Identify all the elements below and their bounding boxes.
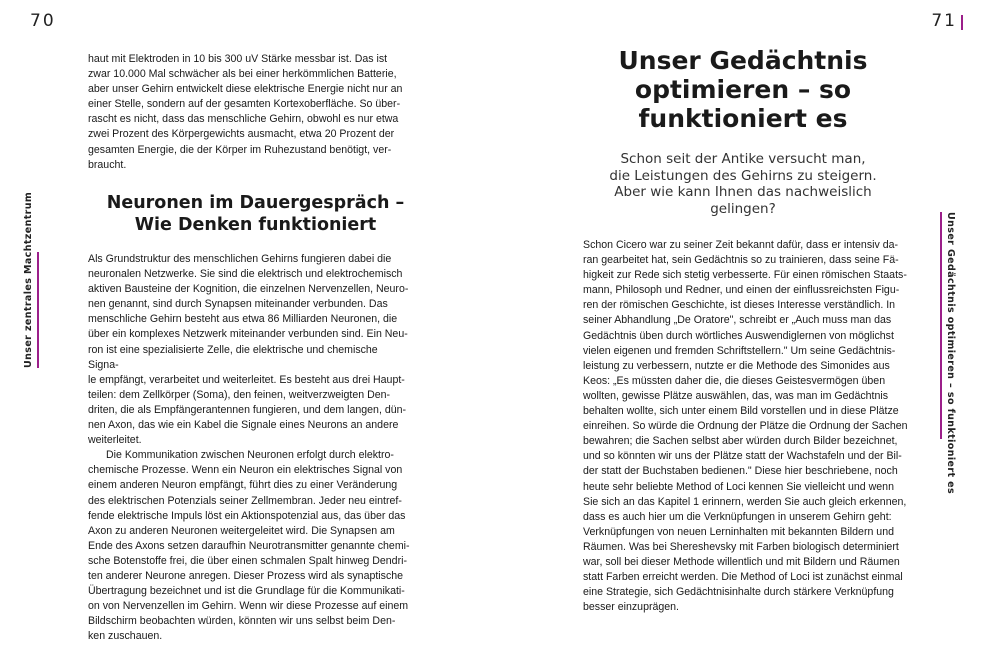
text-line: ron ist eine spezialisierte Zelle, die elektrische und chemische Signa- [88,343,378,371]
text-line: weiterleitet. [88,434,142,447]
text-line: Keos: „Es müssten daher die, die dieses Geistesvermögen üben [583,374,886,387]
text-line: on von Nervenzellen im Gehirn. Wenn wir diese Prozesse auf einem [88,600,409,613]
text-line: braucht. [88,158,127,171]
running-head-right: Unser Gedächtnis optimieren – so funktioniert es [940,212,958,439]
text-line: des elektrischen Potenzials seiner Zellmembran. Jeder neu eintref- [88,494,402,507]
text-line: die Leistungen des Gehirns zu steigern. [609,167,877,184]
text-line: aber unser Gehirn entwickelt diese elektrische Energie nicht nur an [88,83,403,96]
text-line: le empfängt, verarbeitet und weiterleitet. Es besteht aus drei Haupt- [88,373,405,386]
text-line: optimieren – so [634,75,852,104]
text-line: Bildschirm beobachten würden, könnten wir uns selbst beim Den- [88,615,396,628]
text-line: heute sehr beliebte Method of Loci kennen Sie vielleicht und wenn [583,480,894,493]
right-paragraph-1 [583,238,916,615]
text-line: einem anderen Neuron empfängt, führt dies zu einer Veränderung [88,479,398,492]
text-line: ten anderer Neurone anregen. Dieser Prozess wird als synaptische [88,569,404,582]
text-line: einreihen. So würde die Ordnung der Plätze die Ordnung der Sachen [583,420,908,433]
text-line: ken zuschauen. [88,630,163,643]
text-line: Wie Denken funktioniert [134,215,377,235]
text-line: ran gearbeitet hat, sein Gedächtnis so zu trainieren, dass seine Fä- [583,254,899,267]
text-line: zwei Prozent des Körpergewichts ausmacht, etwa 20 Prozent der [88,128,395,141]
text-line: sche Botenstoffe frei, die über einen schmalen Spalt hinweg Dendri- [88,554,407,567]
text-line: seiner Abhandlung „De Oratore", schreibt er „Auch muss man das [583,314,892,327]
text-line: eine Strategie, sich Gedächtnisinhalte durch stärkere Verknüpfung [583,586,894,599]
text-line: der statt der Buchstaben bedienen." Diese hier beschriebene, noch [583,465,898,478]
left-section-heading [88,192,423,236]
text-line: mann, Philosoph und Redner, und einen der einflussreichsten Figu- [583,284,900,297]
left-intro-paragraph [88,52,408,173]
text-line: funktioniert es [638,104,848,133]
text-line: einer Stelle, sondern auf der gesamten Kortexoberfläche. So über- [88,98,401,111]
text-line: und so könnten wir uns der Plätze statt der Wachstafeln und der Bil- [583,450,902,463]
text-line: über ein komplexes Netzwerk miteinander verbunden sind. Ein Neu- [88,328,408,341]
text-line: ren der römischen Geschichte, ist dieses Interesse verständlich. In [583,299,896,312]
text-line: Unser Gedächtnis [618,46,868,75]
text-line: statt Farben erreicht werden. Die Method of Loci ist zunächst einmal [583,571,903,584]
left-intro-text [88,52,408,173]
text-line: Schon seit der Antike versucht man, [620,151,866,167]
text-line: war, soll bei dieser Methode willentlich und mit Bildern und Räumen [583,555,900,568]
text-line: neuronalen Netzwerke. Sie sind die elektrisch und elektrochemisch [88,268,403,281]
text-line: driten, die als Empfängerantennen fungieren, und dem langen, dün- [88,403,407,416]
text-line: higkeit zur Rede sich stetig verbesserte. Für einen römischen Staats- [583,269,907,282]
text-line: behalten wollte, sich unter einem Bild vorstellen und in diese Plätze [583,405,899,418]
text-line: Übertragung bezeichnet und ist die Grundlage für die Kommunikati- [88,585,405,598]
text-line: dass es auch hier um die Verknüpfungen in unserem Gehirn geht: [583,510,892,523]
right-body-text [583,238,916,615]
text-line: Räumen. Was bei Shereshevsky mit Farben biologisch determiniert [583,540,899,553]
text-line: Als Grundstruktur des menschlichen Gehirns fungieren dabei die [88,253,392,265]
text-line: Schon Cicero war zu seiner Zeit bekannt dafür, dass er intensiv da- [583,239,899,251]
text-line: Sie sich an das Kapitel 1 erinnern, werden Sie auch gleich erkennen, [583,495,907,508]
page-number-left: 70 [30,11,56,31]
text-line: menschliche Gehirn besteht aus etwa 86 Milliarden Neuronen, die [88,313,398,326]
page-number-accent-bar [961,15,963,30]
page-number-right: 71 [931,11,957,31]
text-line: leistung zu verbessern, nutzte er die Methode des Simonides aus [583,359,890,372]
text-line: Ende des Axons setzen daraufhin Neurotransmitter genannte chemi- [88,539,410,552]
text-line: Aber wie kann Ihnen das nachweislich [614,184,872,200]
text-line: Verknüpfungen von neuen Lerninhalten mit bekannten Bildern und [583,525,894,538]
text-line: nen Axon, das wie ein Kabel die Signale eines Neurons an andere [88,419,399,432]
text-line: rascht es nicht, dass das menschliche Gehirn, obwohl es nur etwa [88,113,399,126]
text-line: zwar 10.000 Mal schwächer als bei einer herkömmlichen Batterie, [88,68,397,81]
chapter-title [583,46,903,133]
text-line: chemische Prozesse. Wenn ein Neuron ein elektrisches Signal von [88,464,403,477]
running-head-left: Unser zentrales Machtzentrum [21,252,39,368]
text-line: bewahren; die Sachen selbst aber würden durch Bilder bezeichnet, [583,435,898,448]
text-line: wollten, gewisse Plätze auswählen, das, was man im Gedächtnis [583,389,889,402]
text-line: gelingen? [710,200,776,217]
left-paragraph-2 [88,448,410,644]
text-line: fende elektrische Impuls löst ein Aktionspotenzial aus, das über das [88,509,406,522]
text-line: teilen: dem Zellkörper (Soma), den feinen, weitverzweigten Den- [88,388,391,401]
text-line: Die Kommunikation zwischen Neuronen erfolgt durch elektro- [106,449,394,462]
text-line: Axon zu anderen Neuronen weitergeleitet wird. Die Synapsen am [88,524,395,537]
text-line: besser einzuprägen. [583,601,679,614]
left-paragraph-1 [88,252,410,448]
chapter-lead [583,151,903,217]
text-line: gesamten Energie, die der Körper im Ruhezustand benötigt, ver- [88,143,392,156]
text-line: aktiven Bausteine der Kognition, die einzelnen Nervenzellen, Neuro- [88,283,409,296]
left-body-text [88,252,410,644]
text-line: nen genannt, sind durch Synapsen miteinander verbunden. Das [88,298,388,311]
text-line: vielen eigenen und fremden Schriftstellern." Um seine Gedächtnis- [583,344,896,357]
text-line: haut mit Elektroden in 10 bis 300 uV Stärke messbar ist. Das ist [88,53,388,65]
text-line: Neuronen im Dauergespräch – [106,193,405,213]
text-line: Gedächtnis üben durch wörtliches Auswendiglernen von möglichst [583,329,894,342]
